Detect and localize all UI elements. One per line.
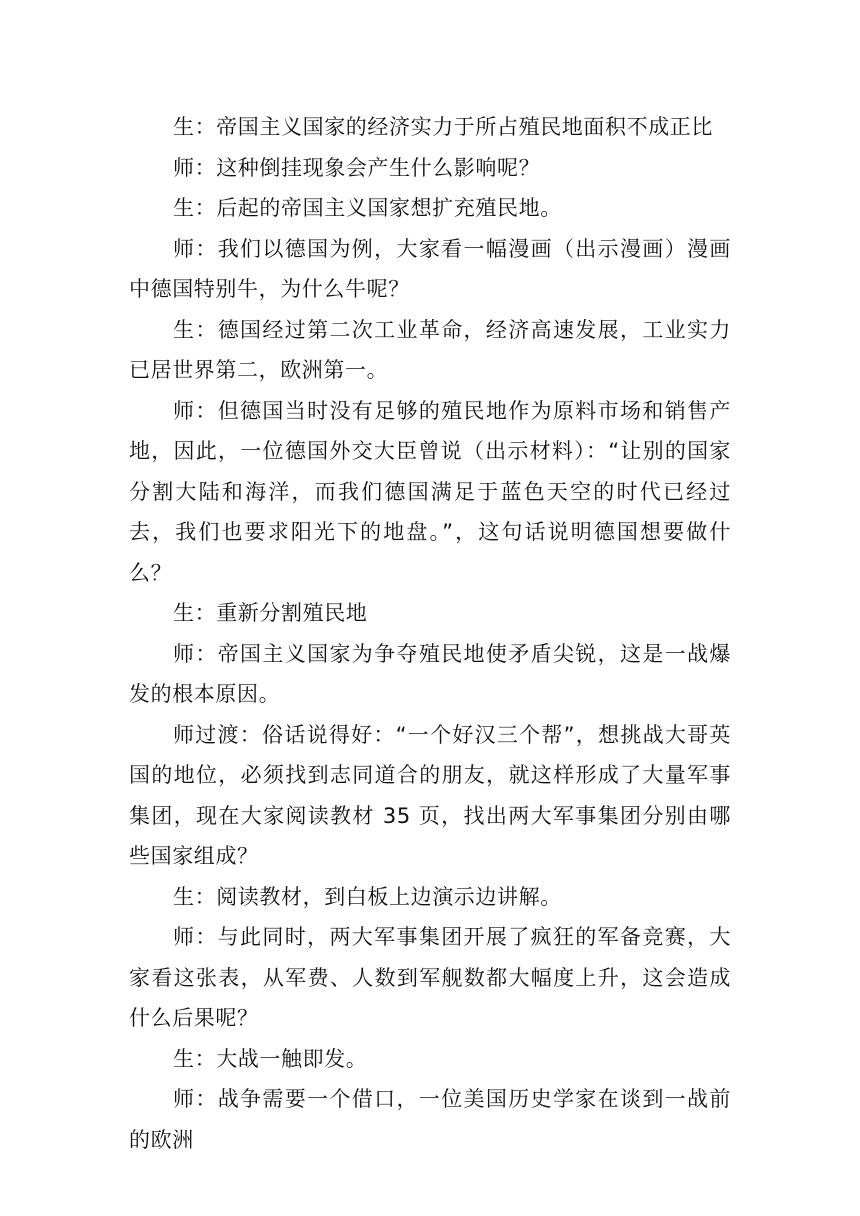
paragraph-3: 生：后起的帝国主义国家想扩充殖民地。: [173, 196, 562, 220]
paragraph-7: 生：重新分割殖民地: [173, 601, 368, 625]
paragraph-2: 师：这种倒挂现象会产生什么影响呢？: [173, 155, 541, 180]
paragraph-13: 师：战争需要一个借口，一位美国历史学家在谈到一战前的欧洲: [129, 1087, 731, 1152]
document-body: [129, 107, 731, 1160]
paragraph-11: 师：与此同时，两大军事集团开展了疯狂的军备竞赛，大家看这张表，从军费、人数到军舰数都大幅度上升，这会造成什么后果呢？: [129, 925, 731, 1030]
paragraph-1: 生：帝国主义国家的经济实力于所占殖民地面积不成正比: [173, 115, 713, 139]
paragraph-10: 生：阅读教材，到白板上边演示边讲解。: [173, 884, 562, 909]
paragraph-4: 师：我们以德国为例，大家看一幅漫画（出示漫画）漫画中德国特别牛，为什么牛呢？: [129, 236, 731, 301]
paragraph-6: 师：但德国当时没有足够的殖民地作为原料市场和销售产地，因此，一位德国外交大臣曾说（出示材料）：“让别的国家分割大陆和海洋，而我们德国满足于蓝色天空的时代已经过去，我们也要求阳光下的地盘。”，这句话说明德国想要做什么？: [129, 398, 731, 585]
paragraph-8: 师：帝国主义国家为争夺殖民地使矛盾尖锐，这是一战爆发的根本原因。: [129, 641, 731, 706]
paragraph-12: 生：大战一触即发。: [173, 1046, 368, 1071]
paragraph-9: 师过渡：俗话说得好：“一个好汉三个帮”，想挑战大哥英国的地位，必须找到志同道合的朋友，就这样形成了大量军事集团，现在大家阅读教材 35 页，找出两大军事集团分别由哪些国家组成？: [129, 722, 731, 868]
paragraph-5: 生：德国经过第二次工业革命，经济高速发展，工业实力已居世界第二，欧洲第一。: [129, 317, 731, 382]
